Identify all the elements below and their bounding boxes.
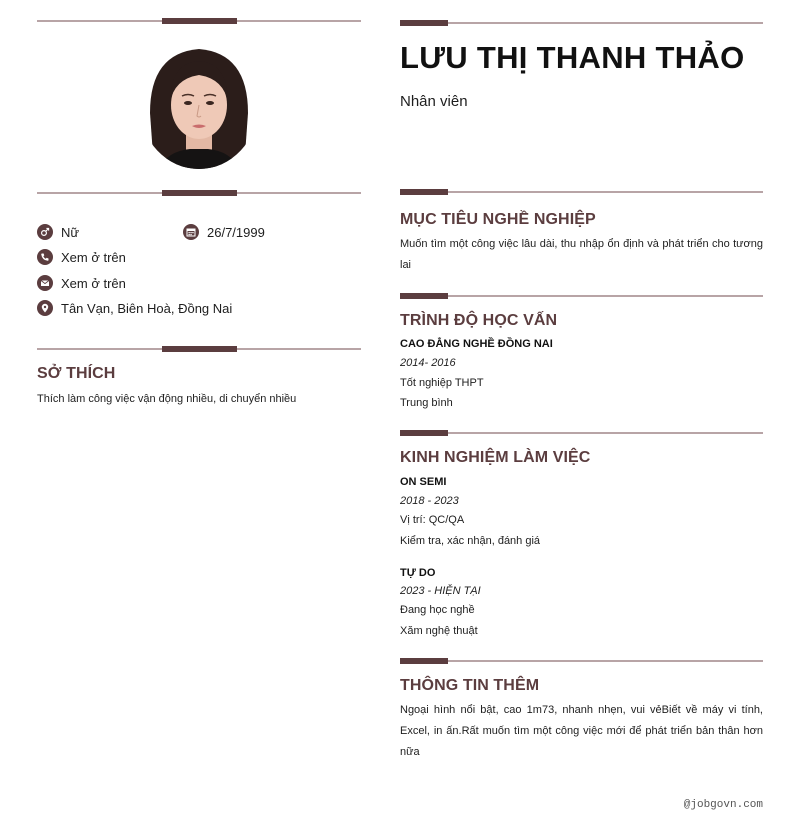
- divider-line: [400, 660, 763, 662]
- divider-accent: [162, 18, 237, 24]
- divider-experience: [400, 430, 763, 436]
- job-line-2: Kiểm tra, xác nhận, đánh giá: [400, 535, 541, 547]
- divider-top-right: [400, 20, 763, 26]
- divider-accent: [400, 658, 448, 664]
- contact-phone-value: Xem ở trên: [61, 249, 126, 265]
- email-icon: [37, 275, 53, 291]
- divider-line: [400, 191, 763, 193]
- education-line-1: Tốt nghiệp THPT: [400, 377, 484, 389]
- divider-below-avatar: [37, 190, 361, 196]
- phone-icon: [37, 249, 53, 265]
- contact-gender-value: Nữ: [61, 224, 80, 240]
- divider-line: [400, 432, 763, 434]
- contact-phone: [37, 249, 126, 265]
- job-title: Nhân viên: [400, 93, 468, 110]
- contact-email-value: Xem ở trên: [61, 275, 126, 291]
- calendar-icon: [183, 224, 199, 240]
- hobbies-title: SỞ THÍCH: [37, 365, 116, 382]
- objective-text: Muốn tìm một công việc lâu dài, thu nhập ổn định và phát triển cho tương lai: [400, 238, 763, 271]
- contact-email: [37, 275, 126, 291]
- divider-top-left: [37, 18, 361, 24]
- additional-text: Ngoại hình nổi bật, cao 1m73, nhanh nhẹn, vui vẻBiết về máy vi tính, Excel, in ấn.Rất muốn tìm một công việc mới để phát triển bản thân hơn nữa: [400, 704, 763, 758]
- divider-accent: [400, 20, 448, 26]
- watermark: @jobgovn.com: [683, 799, 763, 811]
- divider-additional: [400, 658, 763, 664]
- divider-education: [400, 293, 763, 299]
- divider-line: [400, 22, 763, 24]
- portrait-photo-icon: [140, 43, 258, 169]
- hobbies-text: Thích làm công việc vận động nhiều, di chuyển nhiều: [37, 393, 297, 405]
- experience-title: KINH NGHIỆM LÀM VIỆC: [400, 449, 591, 466]
- gender-icon: [37, 224, 53, 240]
- education-line-2: Trung bình: [400, 397, 453, 409]
- location-pin-icon: [37, 300, 53, 316]
- divider-objective: [400, 189, 763, 195]
- divider-line: [400, 295, 763, 297]
- education-period: 2014- 2016: [400, 357, 456, 369]
- divider-accent: [400, 189, 448, 195]
- job-company: ON SEMI: [400, 476, 447, 488]
- job-period: 2018 - 2023: [400, 495, 459, 507]
- divider-accent: [400, 430, 448, 436]
- contact-birthday-value: 26/7/1999: [207, 224, 265, 240]
- full-name: LƯU THỊ THANH THẢO: [400, 40, 745, 75]
- job-line-2: Xăm nghệ thuật: [400, 625, 478, 637]
- education-title: TRÌNH ĐỘ HỌC VẤN: [400, 312, 558, 329]
- divider-accent: [162, 346, 237, 352]
- job-line-1: Đang học nghề: [400, 604, 475, 616]
- divider-hobbies: [37, 346, 361, 352]
- education-school: CAO ĐẲNG NGHỀ ĐỒNG NAI: [400, 338, 553, 350]
- objective-title: MỤC TIÊU NGHỀ NGHIỆP: [400, 211, 596, 228]
- job-company: TỰ DO: [400, 567, 436, 579]
- divider-accent: [162, 190, 237, 196]
- contact-gender: [37, 224, 79, 240]
- job-line-1: Vị trí: QC/QA: [400, 514, 465, 526]
- contact-birthday: [183, 224, 265, 240]
- additional-title: THÔNG TIN THÊM: [400, 677, 540, 694]
- contact-address: [37, 300, 232, 316]
- avatar: [140, 43, 258, 169]
- contact-address-value: Tân Vạn, Biên Hoà, Đồng Nai: [61, 300, 233, 316]
- job-period: 2023 - HIỆN TẠI: [400, 585, 481, 597]
- divider-accent: [400, 293, 448, 299]
